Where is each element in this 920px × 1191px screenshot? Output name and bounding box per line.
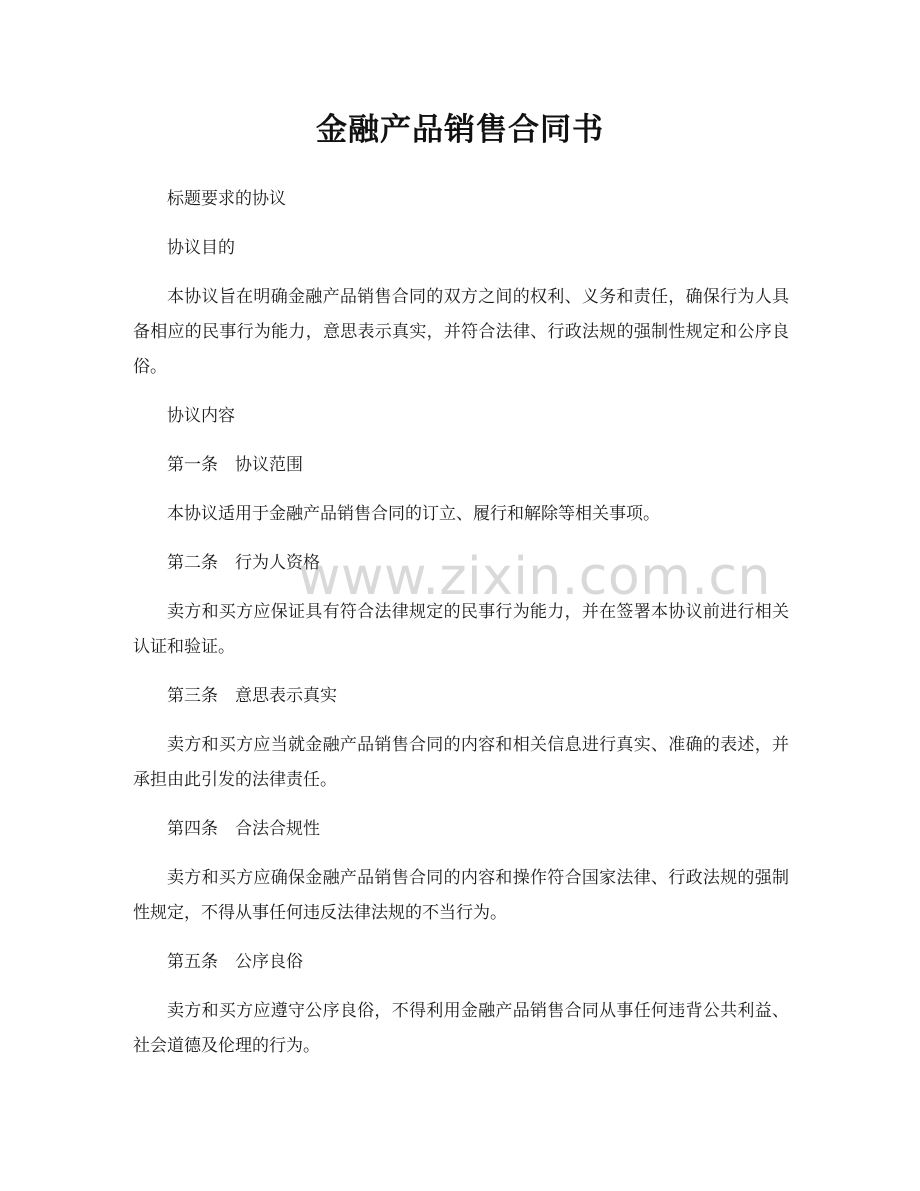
article-text-4: 卖方和买方应确保金融产品销售合同的内容和操作符合国家法律、行政法规的强制性规定，不得从事任何违反法律法规的不当行为。 [133,868,789,923]
article-label: 行为人资格 [235,553,320,573]
article-label: 意思表示真实 [235,686,337,706]
paragraph-subtitle: 标题要求的协议 [167,189,286,209]
article-number: 第二条 [167,553,218,573]
document-title: 金融产品销售合同书 [316,112,604,148]
article-number: 第一条 [167,455,218,475]
article-text-2: 卖方和买方应保证具有符合法律规定的民事行为能力，并在签署本协议前进行相关认证和验证。 [133,602,789,657]
article-number: 第四条 [167,819,218,839]
article-text-5: 卖方和买方应遵守公序良俗，不得利用金融产品销售合同从事任何违背公共利益、社会道德及伦理的行为。 [133,1001,789,1056]
document-body [133,182,789,1078]
article-text-3: 卖方和买方应当就金融产品销售合同的内容和相关信息进行真实、准确的表述，并承担由此引发的法律责任。 [133,735,789,790]
article-label: 合法合规性 [235,819,320,839]
article-text-1: 本协议适用于金融产品销售合同的订立、履行和解除等相关事项。 [167,504,660,524]
article-heading-4 [133,812,789,847]
article-heading-1 [133,448,789,483]
article-heading-2 [133,546,789,581]
paragraph-purpose: 本协议旨在明确金融产品销售合同的双方之间的权利、义务和责任，确保行为人具备相应的民事行为能力，意思表示真实，并符合法律、行政法规的强制性规定和公序良俗。 [133,287,789,377]
article-heading-3 [133,679,789,714]
article-number: 第三条 [167,686,218,706]
section-heading-content: 协议内容 [167,406,235,426]
article-number: 第五条 [167,952,218,972]
article-label: 公序良俗 [235,952,303,972]
section-heading-purpose: 协议目的 [167,238,235,258]
article-heading-5 [133,945,789,980]
watermark: www.zixin.com.cn [298,547,771,607]
article-label: 协议范围 [235,455,303,475]
